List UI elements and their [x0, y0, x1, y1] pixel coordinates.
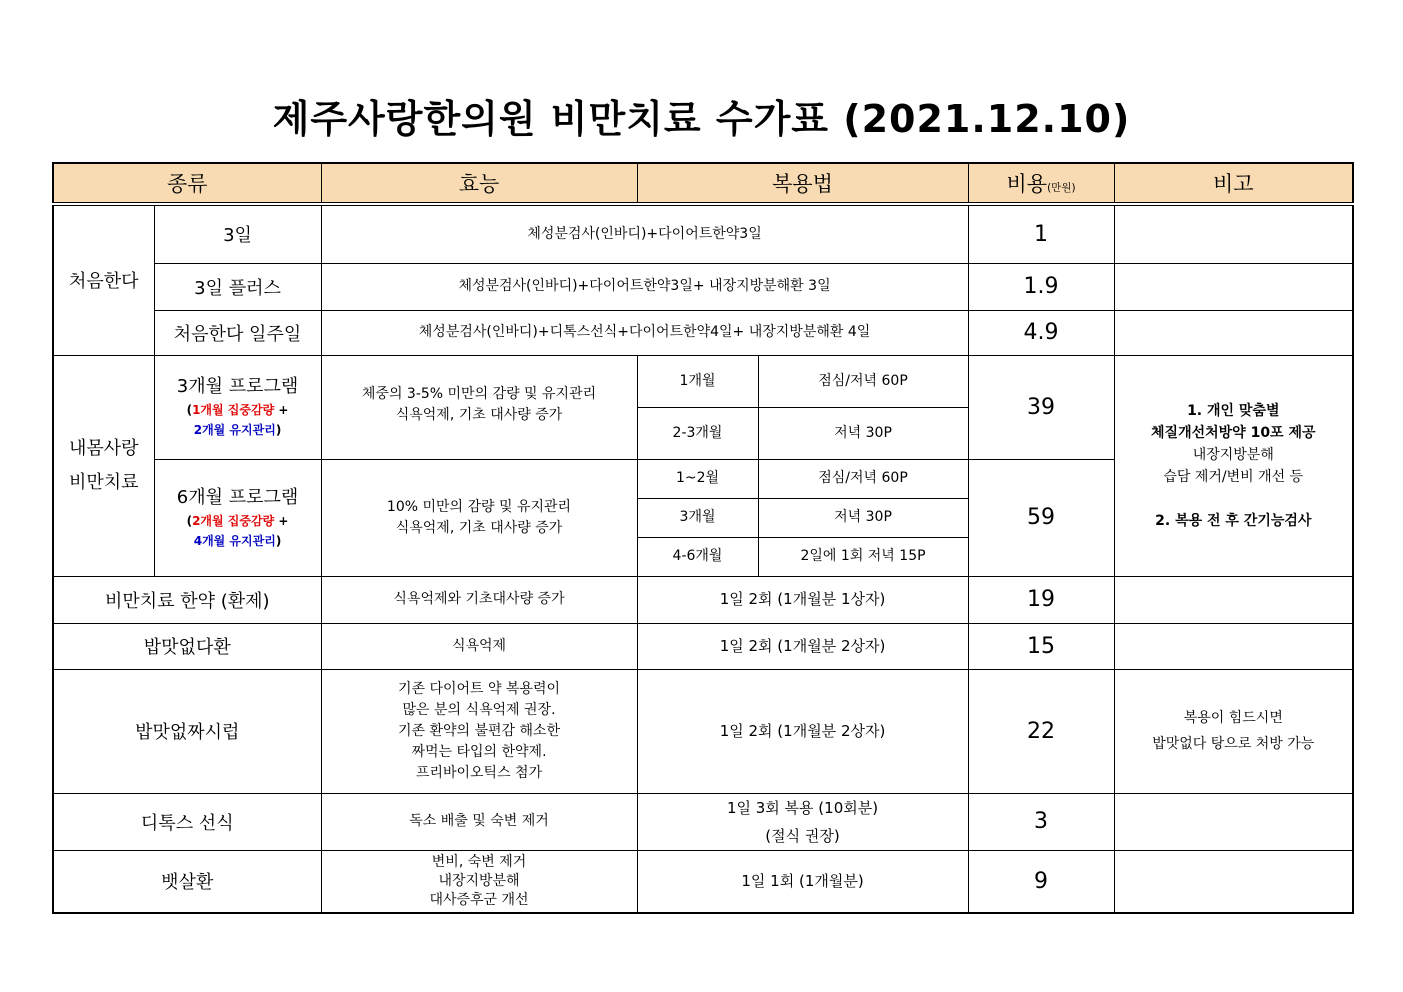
effect-line: 기존 다이어트 약 복용력이: [397, 680, 561, 697]
usage-line: 1일 3회 복용 (10회분): [726, 798, 879, 817]
header-cost-label: 비용: [1006, 172, 1048, 196]
header-usage: 복용법: [637, 163, 968, 204]
item-effect: 식욕억제와 기초대사량 증가: [321, 576, 637, 623]
group-line1: 내몸사랑: [68, 437, 139, 459]
header-row: [53, 163, 1353, 204]
item-cost: 1.9: [968, 263, 1114, 310]
table-row: [53, 850, 1353, 913]
item-name: 3일: [154, 204, 321, 263]
program-maintain: 2개월 유지관리: [193, 423, 276, 437]
dose-amount: 점심/저녁 60P: [758, 355, 968, 407]
program-maintain: 4개월 유지관리: [193, 533, 276, 548]
item-name: 뱃살환: [53, 850, 321, 913]
dose-amount: 저녁 30P: [758, 407, 968, 459]
item-note: [1114, 310, 1353, 355]
table-row: [53, 623, 1353, 669]
program-cost: 59: [968, 459, 1114, 576]
dose-amount: 점심/저녁 60P: [758, 459, 968, 498]
item-effect: [321, 850, 637, 913]
item-note: [1114, 793, 1353, 850]
note-line: 밥맛없다 탕으로 처방 가능: [1152, 736, 1315, 752]
item-effect: 독소 배출 및 숙변 제거: [321, 793, 637, 850]
page-title: 제주사랑한의원 비만치료 수가표 (2021.12.10): [272, 97, 1131, 141]
program-effect: [321, 355, 637, 459]
item-note: [1114, 204, 1353, 263]
note-line: 복용이 힘드시면: [1183, 710, 1283, 726]
program-plus: +: [274, 513, 289, 528]
item-usage: 1일 2회 (1개월분 1상자): [637, 576, 968, 623]
table-row: [53, 669, 1353, 793]
program-name: 3개월 프로그램: [176, 376, 299, 397]
program-cost: 39: [968, 355, 1114, 459]
effect-line: 짜먹는 타입의 한약제.: [411, 743, 547, 760]
item-note: [1114, 669, 1353, 793]
effect-line: 식욕억제, 기초 대사량 증가: [395, 406, 563, 423]
group-first: 처음한다: [53, 204, 154, 355]
table-row: [53, 310, 1353, 355]
effect-line: 기존 환약의 불편감 해소한: [397, 722, 561, 739]
group-body-program: [53, 355, 154, 576]
item-note: [1114, 623, 1353, 669]
item-note: [1114, 850, 1353, 913]
header-note: 비고: [1114, 163, 1353, 204]
header-cost: [968, 163, 1114, 204]
dose-period: 2-3개월: [637, 407, 758, 459]
header-type: 종류: [53, 163, 321, 204]
item-usage: 1일 2회 (1개월분 2상자): [637, 669, 968, 793]
item-cost: 4.9: [968, 310, 1114, 355]
item-effect: 식욕억제: [321, 623, 637, 669]
table-row: [53, 355, 1353, 407]
item-cost: 3: [968, 793, 1114, 850]
dose-amount: 2일에 1회 저녁 15P: [758, 537, 968, 576]
program-6month: [154, 459, 321, 576]
dose-period: 4-6개월: [637, 537, 758, 576]
program-intensive: 1개월 집중감량: [192, 403, 275, 417]
item-desc: 체성분검사(인바디)+다이어트한약3일+ 내장지방분해환 3일: [321, 263, 968, 310]
program-sub-b: 4개월 유지관리): [193, 533, 282, 548]
item-effect: [321, 669, 637, 793]
item-name: 비만치료 한약 (환제): [53, 576, 321, 623]
effect-line: 10% 미만의 감량 및 유지관리: [386, 498, 572, 515]
item-usage: [637, 793, 968, 850]
program-note: [1114, 355, 1353, 576]
effect-line: 대사증후군 개선: [429, 891, 529, 908]
effect-line: 변비, 숙변 제거: [431, 853, 527, 870]
item-name: 디톡스 선식: [53, 793, 321, 850]
header-effect: 효능: [321, 163, 637, 204]
item-name: 3일 플러스: [154, 263, 321, 310]
program-sub-a: (2개월 집중감량 +: [186, 513, 289, 528]
program-sub-b: 2개월 유지관리): [193, 423, 282, 437]
item-cost: 15: [968, 623, 1114, 669]
item-cost: 22: [968, 669, 1114, 793]
effect-line: 내장지방분해: [438, 872, 520, 889]
group-line2: 비만치료: [68, 471, 139, 493]
note-line: 체질개선처방약 10포 제공: [1151, 424, 1316, 441]
dose-period: 3개월: [637, 498, 758, 537]
fee-table: [52, 162, 1354, 914]
item-note: [1114, 263, 1353, 310]
table-row: [53, 793, 1353, 850]
effect-line: 많은 분의 식욕억제 권장.: [402, 701, 556, 718]
effect-line: 체중의 3-5% 미만의 감량 및 유지관리: [361, 385, 597, 402]
item-desc: 체성분검사(인바디)+디톡스선식+다이어트한약4일+ 내장지방분해환 4일: [321, 310, 968, 355]
note-line: 습담 제거/변비 개선 등: [1163, 468, 1304, 485]
program-sub-a: (1개월 집중감량 +: [186, 403, 289, 417]
table-row: [53, 576, 1353, 623]
program-intensive: 2개월 집중감량: [192, 513, 275, 528]
table-row: [53, 204, 1353, 263]
program-name: 6개월 프로그램: [176, 486, 299, 508]
note-line: 내장지방분해: [1192, 446, 1274, 463]
dose-period: 1~2월: [637, 459, 758, 498]
item-usage: 1일 2회 (1개월분 2상자): [637, 623, 968, 669]
item-desc: 체성분검사(인바디)+다이어트한약3일: [321, 204, 968, 263]
note-line: 1. 개인 맞춤별: [1187, 402, 1280, 419]
program-3month: [154, 355, 321, 459]
program-effect: [321, 459, 637, 576]
item-usage: 1일 1회 (1개월분): [637, 850, 968, 913]
item-name: 처음한다 일주일: [154, 310, 321, 355]
item-cost: 9: [968, 850, 1114, 913]
item-name: 밥맛없짜시럽: [53, 669, 321, 793]
header-cost-unit: (만원): [1047, 182, 1076, 194]
dose-period: 1개월: [637, 355, 758, 407]
item-cost: 19: [968, 576, 1114, 623]
dose-amount: 저녁 30P: [758, 498, 968, 537]
effect-line: 프리바이오틱스 첨가: [415, 764, 543, 781]
program-plus: +: [274, 403, 289, 417]
item-cost: 1: [968, 204, 1114, 263]
table-row: [53, 263, 1353, 310]
note-line: 2. 복용 전 후 간기능검사: [1155, 512, 1312, 529]
usage-line: (절식 권장): [765, 826, 840, 845]
item-note: [1114, 576, 1353, 623]
effect-line: 식욕억제, 기초 대사량 증가: [395, 519, 563, 536]
item-name: 밥맛없다환: [53, 623, 321, 669]
